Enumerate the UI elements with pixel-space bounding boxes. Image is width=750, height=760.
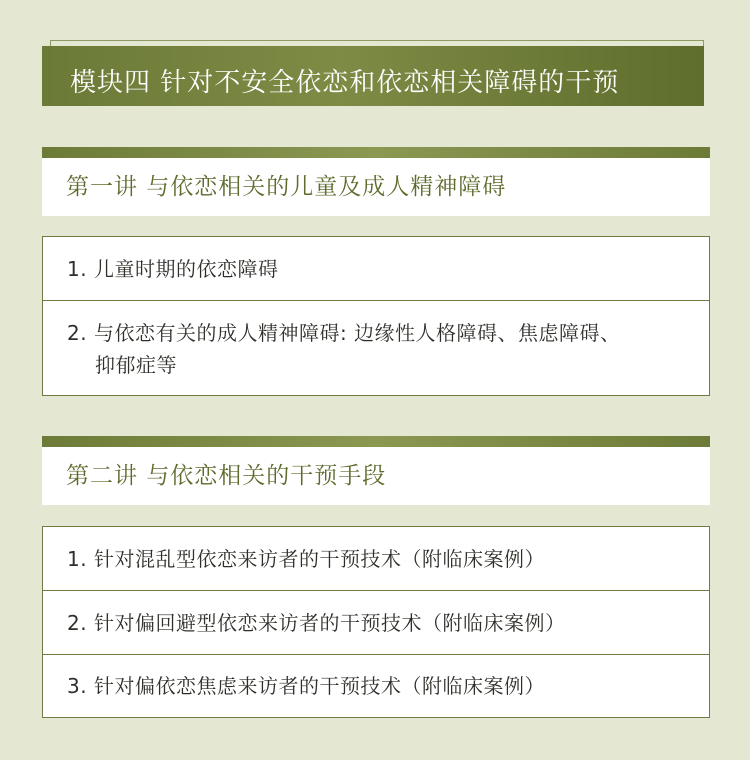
- list-item: [43, 237, 709, 301]
- list-item: [43, 655, 709, 717]
- list-item-text: 1. 儿童时期的依恋障碍: [67, 257, 279, 281]
- module-header: [42, 40, 702, 104]
- list-item-text: 2. 与依恋有关的成人精神障碍: 边缘性人格障碍、焦虑障碍、: [67, 321, 621, 345]
- lecture-1-header: [42, 147, 710, 216]
- lecture-1-items: [42, 236, 710, 396]
- module-title: 模块四 针对不安全依恋和依恋相关障碍的干预: [70, 68, 620, 98]
- list-item-text: 3. 针对偏依恋焦虑来访者的干预技术（附临床案例）: [67, 674, 545, 698]
- lecture-1-band: [42, 147, 710, 158]
- module-header-bar: [42, 46, 704, 106]
- lecture-2-header: [42, 436, 710, 505]
- list-item: [43, 591, 709, 655]
- lecture-2-title: 第二讲 与依恋相关的干预手段: [42, 447, 710, 505]
- lecture-2-band: [42, 436, 710, 447]
- list-item-text: 2. 针对偏回避型依恋来访者的干预技术（附临床案例）: [67, 611, 566, 635]
- lecture-1-title: 第一讲 与依恋相关的儿童及成人精神障碍: [42, 158, 710, 216]
- list-item: [43, 527, 709, 591]
- list-item: [43, 301, 709, 395]
- lecture-2-items: [42, 526, 710, 718]
- list-item-text: 1. 针对混乱型依恋来访者的干预技术（附临床案例）: [67, 547, 545, 571]
- list-item-text-continued: 抑郁症等: [95, 353, 177, 377]
